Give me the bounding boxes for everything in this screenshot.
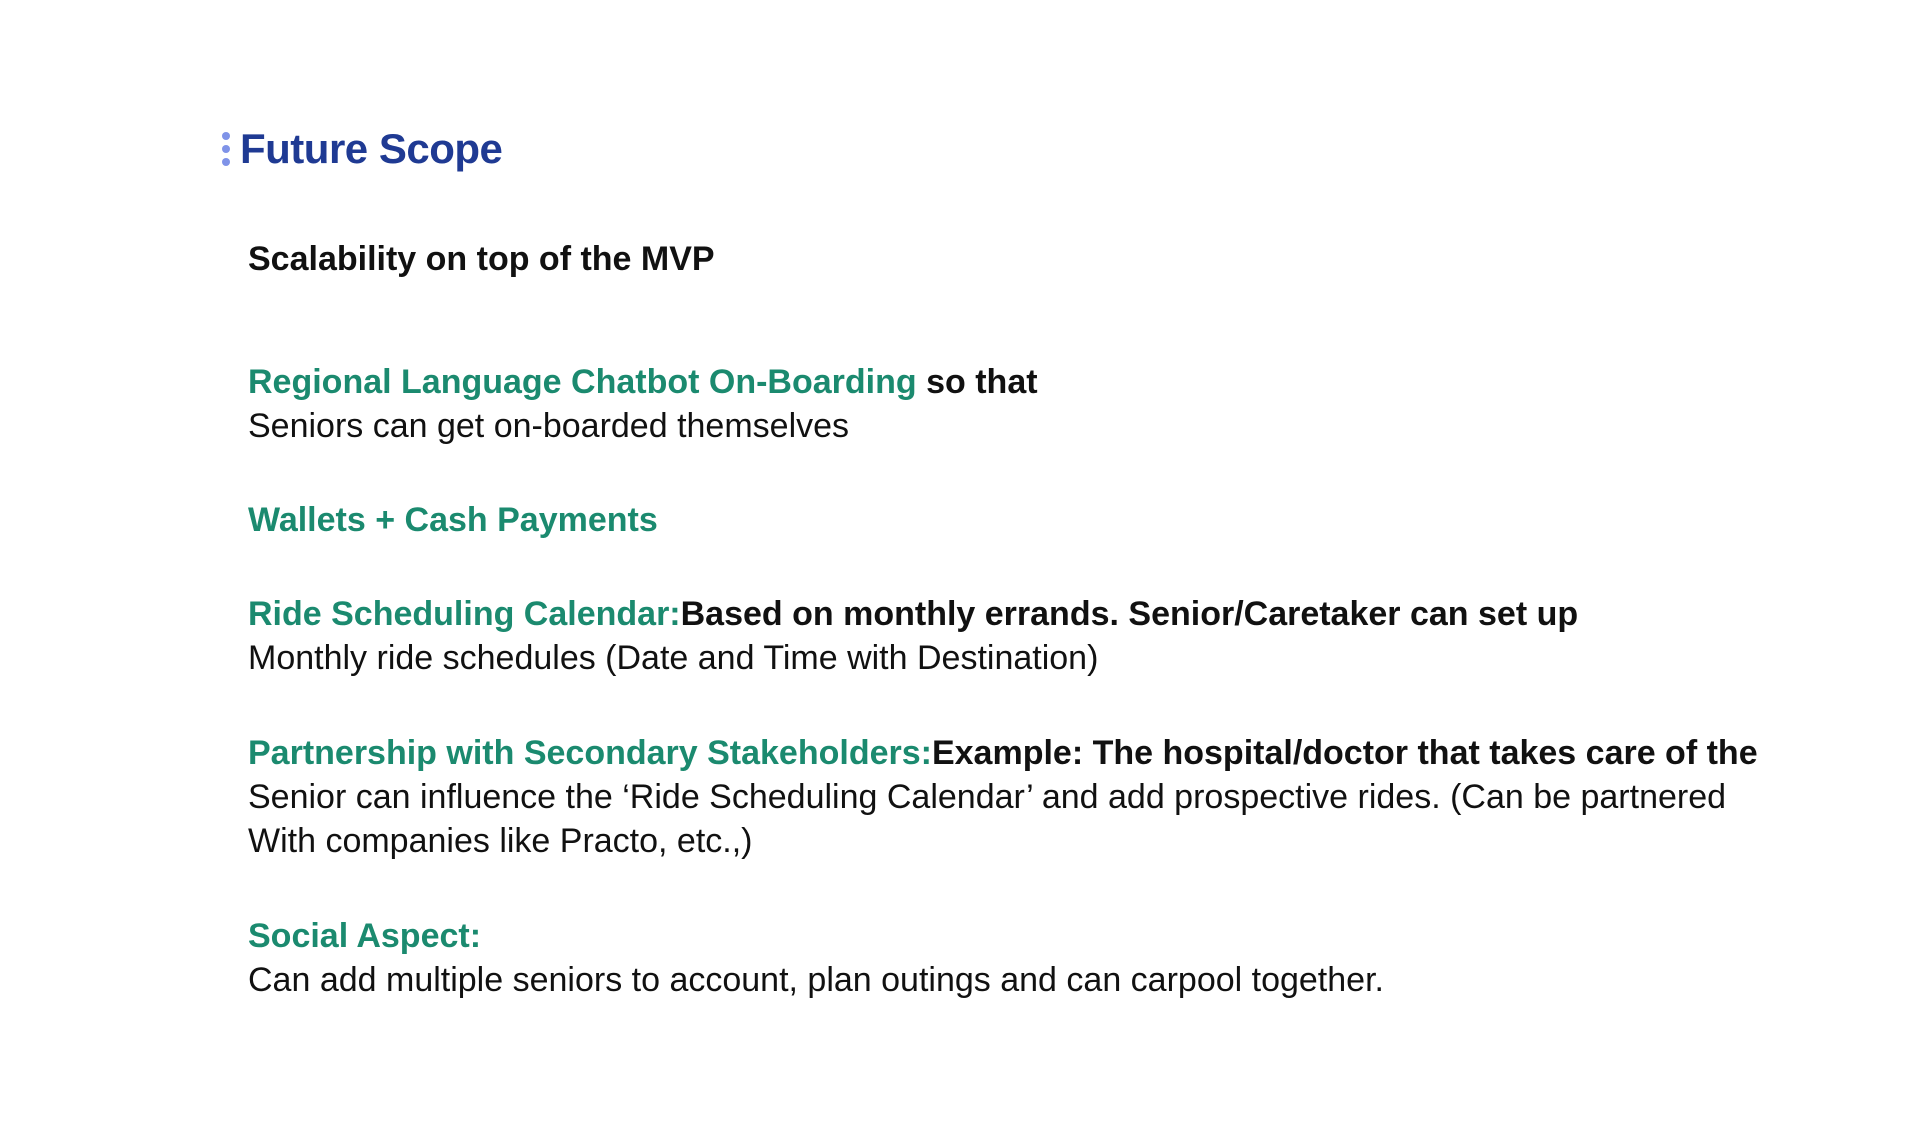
subtitle: Scalability on top of the MVP: [248, 240, 715, 278]
item-description: Can add multiple seniors to account, plan outings and can carpool together.: [248, 961, 1384, 999]
item-first-line: [248, 592, 1578, 636]
item-highlight: Partnership with Secondary Stakeholders:: [248, 734, 932, 772]
dot: [222, 145, 230, 153]
item-highlight: Ride Scheduling Calendar:: [248, 595, 681, 633]
scope-item-ride-scheduling: [248, 592, 1578, 680]
item-description: Senior can influence the ‘Ride Scheduling Calendar’ and add prospective rides. (Can be partnered: [248, 778, 1727, 816]
item-first-line: [248, 914, 1384, 958]
drag-handle-icon: [222, 132, 230, 166]
scope-item-chatbot: [248, 360, 1038, 448]
item-first-line: [248, 498, 658, 542]
scope-item-wallets: [248, 498, 658, 542]
item-bold-text: Example: The hospital/doctor that takes care of the: [931, 734, 1758, 772]
item-description: Seniors can get on-boarded themselves: [248, 407, 850, 445]
content-body: [248, 236, 1848, 999]
item-first-line: [248, 731, 1758, 775]
item-highlight: Social Aspect:: [248, 917, 482, 955]
item-highlight: Wallets + Cash Payments: [248, 501, 658, 539]
item-bold-text: Based on monthly errands. Senior/Caretaker can set up: [680, 595, 1579, 633]
item-bold-text: so that: [916, 363, 1038, 401]
item-first-line: [248, 360, 1038, 404]
item-description: With companies like Practo, etc.,): [248, 822, 753, 860]
page-title: Future Scope: [240, 125, 503, 172]
scope-item-partnership: [248, 731, 1758, 863]
dot: [222, 132, 230, 140]
item-highlight: Regional Language Chatbot On-Boarding: [248, 363, 917, 401]
dot: [222, 158, 230, 166]
scope-item-social: [248, 914, 1384, 1002]
item-description: Monthly ride schedules (Date and Time with Destination): [248, 639, 1099, 677]
section-heading: [222, 122, 502, 176]
